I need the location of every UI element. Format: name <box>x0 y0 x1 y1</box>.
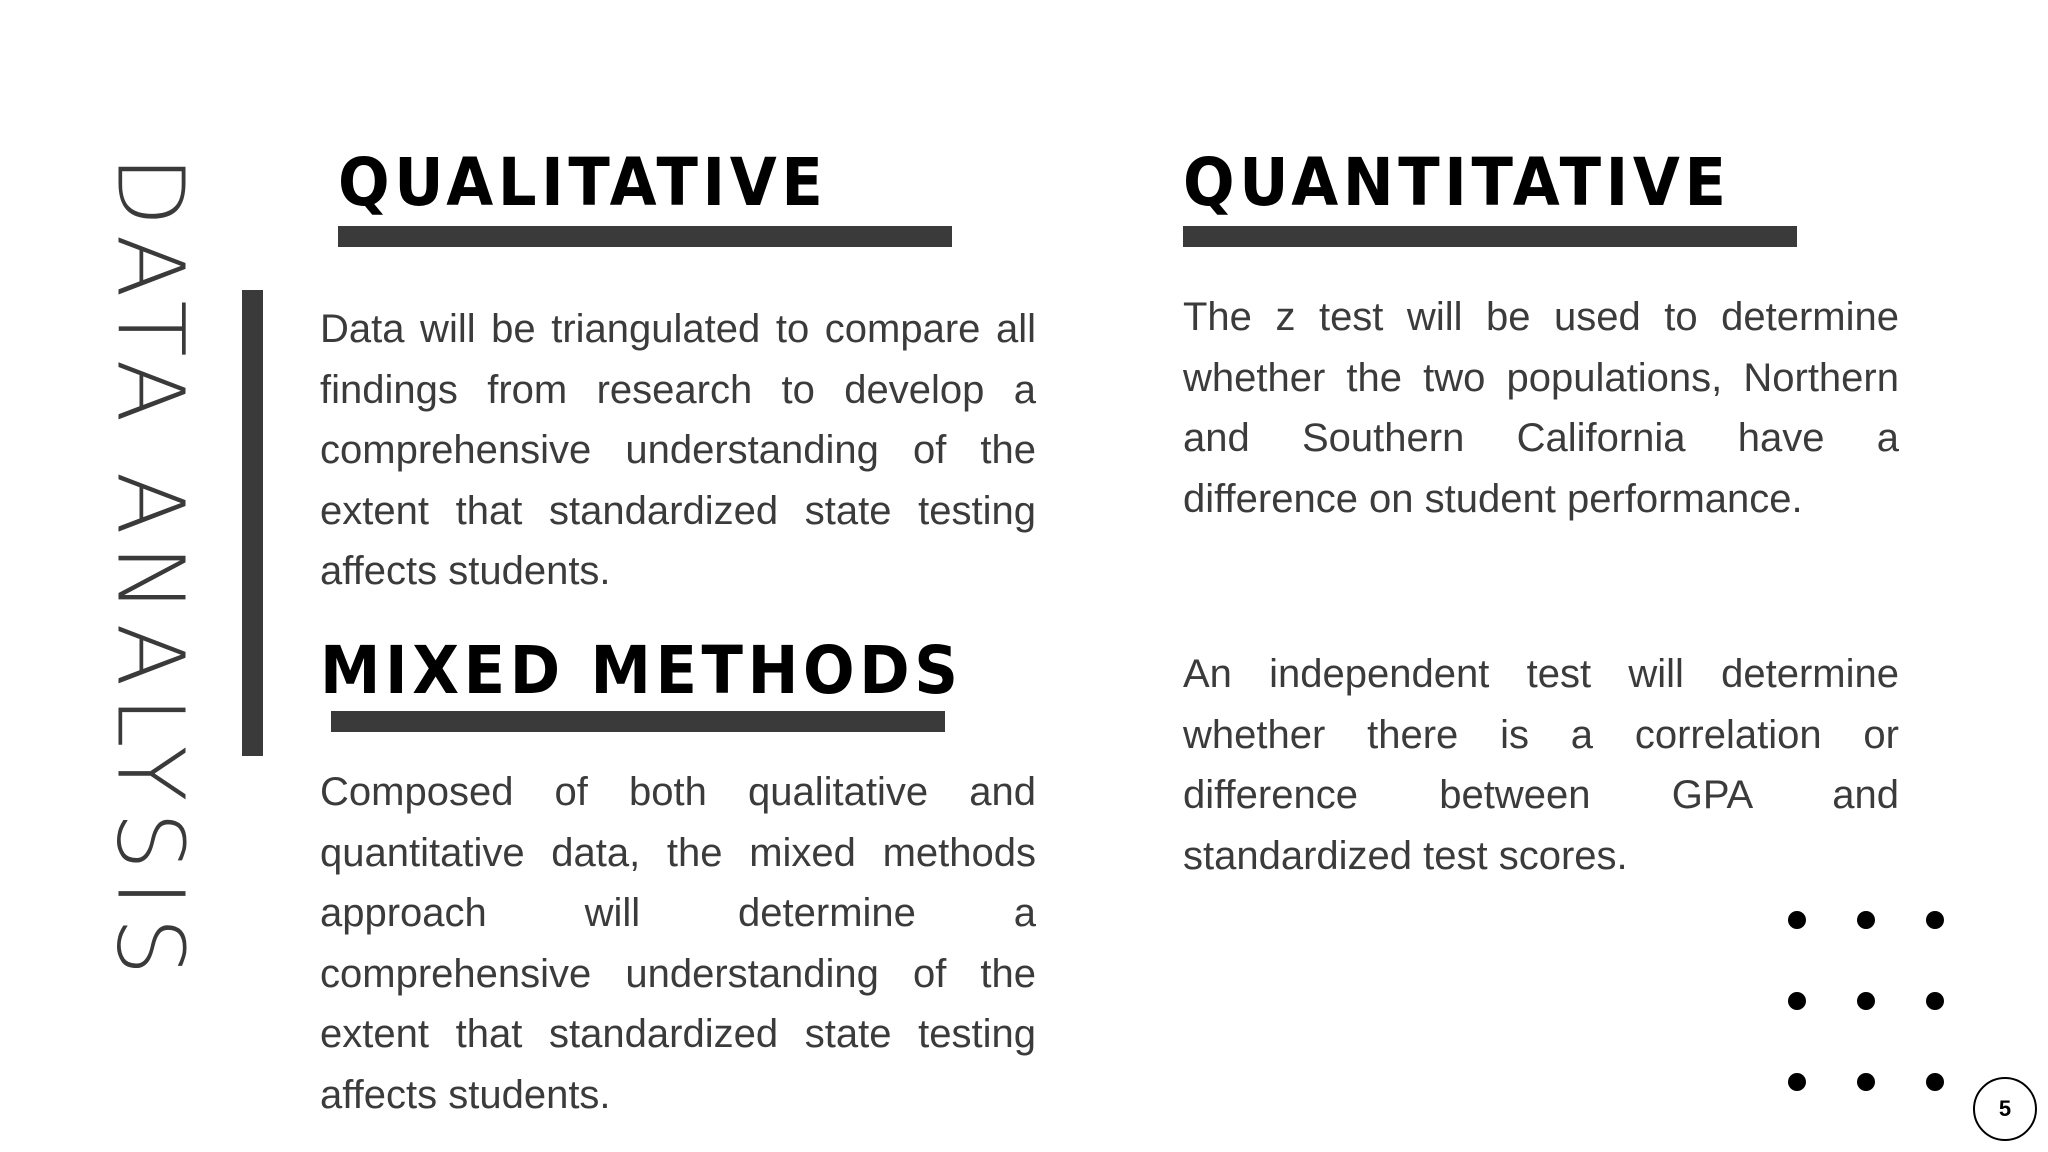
decorative-dot <box>1926 911 1944 929</box>
qualitative-heading: QUALITATIVE <box>338 144 828 221</box>
quantitative-underline <box>1183 226 1797 247</box>
decorative-dot <box>1926 1073 1944 1091</box>
vertical-accent-bar <box>242 290 263 756</box>
qualitative-underline <box>338 226 952 247</box>
qualitative-body: Data will be triangulated to compare all findings from research to develop a comprehensive understanding of the extent that standardized state testing affects students. <box>320 307 1036 593</box>
decorative-dot <box>1788 992 1806 1010</box>
quantitative-body-2: An independent test will determine whether there is a correlation or difference between GPA and standardized test scores. <box>1183 652 1899 878</box>
decorative-dot <box>1857 1073 1875 1091</box>
mixed-methods-heading: MIXED METHODS <box>320 632 963 709</box>
quantitative-body-1: The z test will be used to determine whether the two populations, Northern and Southern California have a difference on student performance. <box>1183 295 1899 521</box>
decorative-dot-grid <box>1788 911 1958 1091</box>
slide-title-container <box>50 70 250 1070</box>
quantitative-heading: QUANTITATIVE <box>1183 144 1731 221</box>
slide-title: DATA ANALYSIS <box>96 154 204 986</box>
decorative-dot <box>1857 992 1875 1010</box>
page-number-badge <box>1973 1077 2037 1141</box>
decorative-dot <box>1788 911 1806 929</box>
page-number: 5 <box>1998 1096 2012 1121</box>
mixed-methods-underline <box>331 711 945 732</box>
decorative-dot <box>1857 911 1875 929</box>
mixed-methods-body: Composed of both qualitative and quantitative data, the mixed methods approach will determine a comprehensive understanding of the extent that standardized state testing affects students. <box>320 770 1036 1117</box>
decorative-dot <box>1788 1073 1806 1091</box>
decorative-dot <box>1926 992 1944 1010</box>
